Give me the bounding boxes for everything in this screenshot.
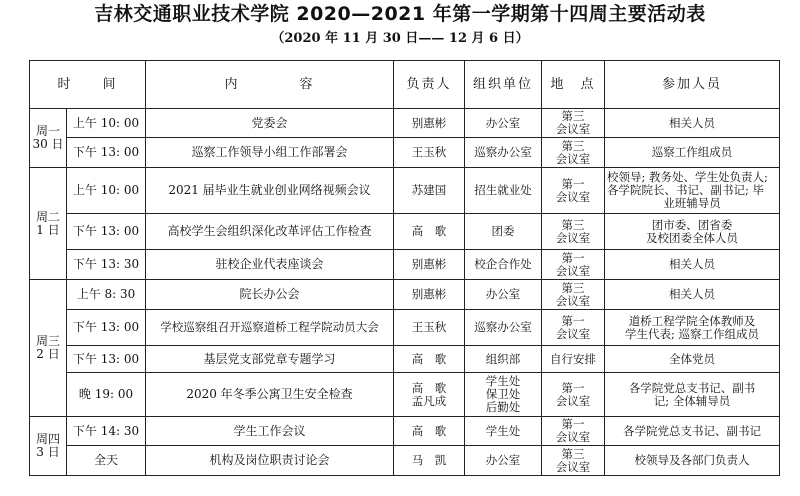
person-cell: 别惠彬 — [394, 280, 465, 310]
content-cell: 基层党支部党章专题学习 — [146, 346, 394, 373]
activity-table — [29, 60, 780, 476]
day-cell-tuesday: 周二 1 日 — [30, 168, 67, 280]
content-cell: 学校巡察组召开巡察道桥工程学院动员大会 — [146, 310, 394, 346]
table-row — [30, 446, 780, 476]
page-title: 吉林交通职业技术学院 2020—2021 年第一学期第十四周主要活动表 — [94, 3, 706, 25]
org-cell: 办公室 — [465, 446, 542, 476]
content-cell: 学生工作会议 — [146, 417, 394, 446]
location-cell: 第一 会议室 — [542, 168, 605, 214]
table-row — [30, 168, 780, 214]
location-cell: 第一 会议室 — [542, 310, 605, 346]
participants-cell: 巡察工作组成员 — [605, 138, 780, 168]
time-cell: 下午 13: 00 — [67, 214, 146, 250]
location-cell: 第一 会议室 — [542, 417, 605, 446]
participants-cell: 各学院党总支书记、副书记 — [605, 417, 780, 446]
person-cell: 王玉秋 — [394, 310, 465, 346]
table-row — [30, 346, 780, 373]
org-cell: 校企合作处 — [465, 250, 542, 280]
org-cell: 巡察办公室 — [465, 310, 542, 346]
header-row — [30, 61, 780, 109]
time-cell: 下午 13: 00 — [67, 346, 146, 373]
participants-cell: 校领导; 教务处、学生处负责人; 各学院院长、书记、副书记; 毕 业班辅导员 — [605, 168, 780, 214]
table-row — [30, 250, 780, 280]
content-cell: 巡察工作领导小组工作部署会 — [146, 138, 394, 168]
location-cell: 自行安排 — [542, 346, 605, 373]
header-content: 内 容 — [146, 61, 394, 109]
day-cell-wednesday: 周三 2 日 — [30, 280, 67, 417]
org-cell: 学生处 — [465, 417, 542, 446]
header-participants: 参加人员 — [605, 61, 780, 109]
content-cell: 高校学生会组织深化改革评估工作检查 — [146, 214, 394, 250]
person-cell: 别惠彬 — [394, 109, 465, 138]
table-row — [30, 417, 780, 446]
content-cell: 党委会 — [146, 109, 394, 138]
org-cell: 招生就业处 — [465, 168, 542, 214]
person-cell: 高 歌 — [394, 214, 465, 250]
header-person: 负责人 — [394, 61, 465, 109]
org-cell: 巡察办公室 — [465, 138, 542, 168]
time-cell: 下午 13: 30 — [67, 250, 146, 280]
org-cell: 组织部 — [465, 346, 542, 373]
location-cell: 第三 会议室 — [542, 446, 605, 476]
content-cell: 2020 年冬季公寓卫生安全检查 — [146, 373, 394, 417]
person-cell: 苏建国 — [394, 168, 465, 214]
time-cell: 上午 10: 00 — [67, 109, 146, 138]
table-row — [30, 138, 780, 168]
participants-cell: 各学院党总支书记、副书 记; 全体辅导员 — [605, 373, 780, 417]
table-row — [30, 280, 780, 310]
location-cell: 第三 会议室 — [542, 109, 605, 138]
org-cell: 学生处 保卫处 后勤处 — [465, 373, 542, 417]
participants-cell: 道桥工程学院全体教师及 学生代表; 巡察工作组成员 — [605, 310, 780, 346]
time-cell: 上午 10: 00 — [67, 168, 146, 214]
participants-cell: 校领导及各部门负责人 — [605, 446, 780, 476]
table-row — [30, 373, 780, 417]
person-cell: 高 歌 — [394, 417, 465, 446]
time-cell: 下午 13: 00 — [67, 310, 146, 346]
day-cell-monday: 周一 30 日 — [30, 109, 67, 168]
org-cell: 团委 — [465, 214, 542, 250]
table-row — [30, 214, 780, 250]
time-cell: 全天 — [67, 446, 146, 476]
header-time: 时 间 — [30, 61, 146, 109]
content-cell: 机构及岗位职责讨论会 — [146, 446, 394, 476]
content-cell: 2021 届毕业生就业创业网络视频会议 — [146, 168, 394, 214]
participants-cell: 团市委、团省委 及校团委全体人员 — [605, 214, 780, 250]
participants-cell: 相关人员 — [605, 109, 780, 138]
header-org: 组织单位 — [465, 61, 542, 109]
location-cell: 第一 会议室 — [542, 250, 605, 280]
date-range: （2020 年 11 月 30 日—— 12 月 6 日） — [271, 31, 529, 46]
content-cell: 驻校企业代表座谈会 — [146, 250, 394, 280]
location-cell: 第三 会议室 — [542, 138, 605, 168]
person-cell: 高 歌 — [394, 346, 465, 373]
location-cell: 第三 会议室 — [542, 280, 605, 310]
person-cell: 马 凯 — [394, 446, 465, 476]
table-row — [30, 109, 780, 138]
content-cell: 院长办公会 — [146, 280, 394, 310]
location-cell: 第三 会议室 — [542, 214, 605, 250]
person-cell: 别惠彬 — [394, 250, 465, 280]
time-cell: 下午 13: 00 — [67, 138, 146, 168]
time-cell: 上午 8: 30 — [67, 280, 146, 310]
person-cell: 高 歌 孟凡成 — [394, 373, 465, 417]
time-cell: 下午 14: 30 — [67, 417, 146, 446]
participants-cell: 全体党员 — [605, 346, 780, 373]
location-cell: 第一 会议室 — [542, 373, 605, 417]
table-row — [30, 310, 780, 346]
day-cell-thursday: 周四 3 日 — [30, 417, 67, 476]
org-cell: 办公室 — [465, 109, 542, 138]
participants-cell: 相关人员 — [605, 250, 780, 280]
time-cell: 晚 19: 00 — [67, 373, 146, 417]
participants-cell: 相关人员 — [605, 280, 780, 310]
header-location: 地 点 — [542, 61, 605, 109]
person-cell: 王玉秋 — [394, 138, 465, 168]
org-cell: 办公室 — [465, 280, 542, 310]
